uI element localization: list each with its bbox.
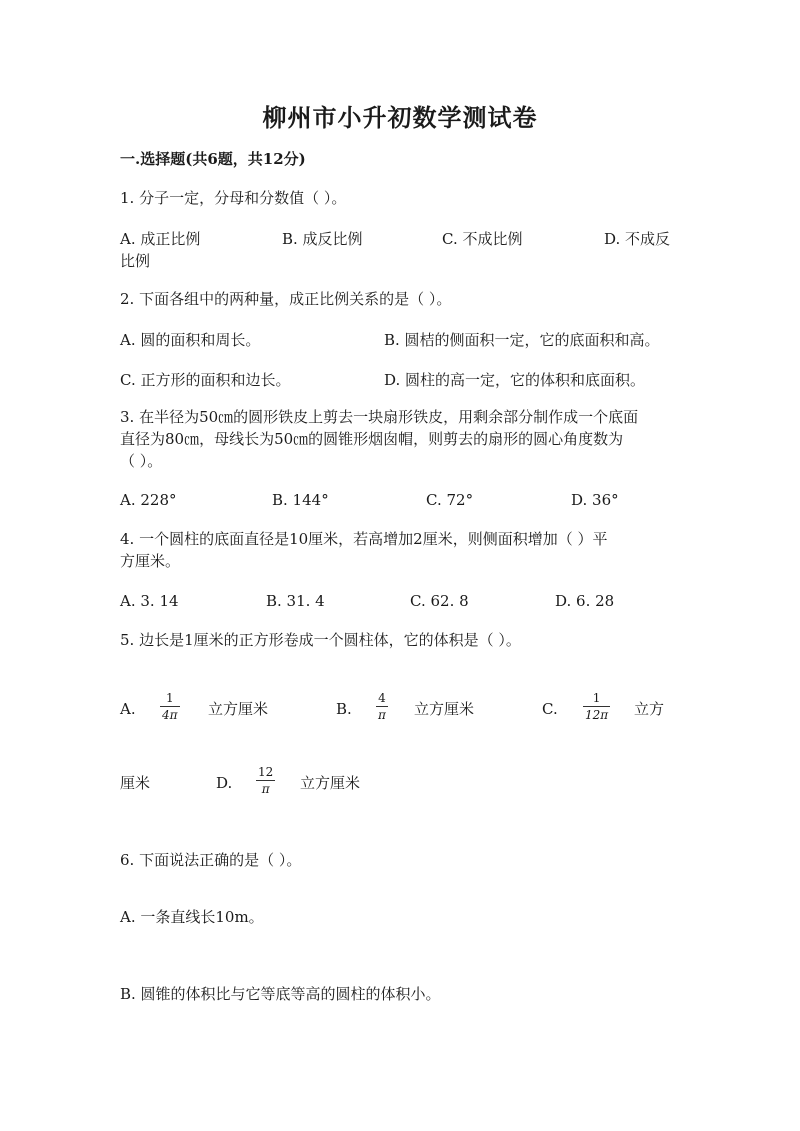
fraction-numerator: 12	[258, 765, 274, 779]
question-6-option-b: B. 圆锥的体积比与它等底等高的圆柱的体积小。	[120, 985, 441, 1003]
question-5-option-d-label: D.	[216, 774, 233, 792]
question-5-option-b-label: B.	[336, 700, 352, 718]
fraction-denominator: 4π	[162, 708, 178, 722]
question-2-option-a: A. 圆的面积和周长。	[120, 331, 261, 349]
fraction-denominator: π	[378, 708, 386, 722]
fraction-numerator: 4	[378, 691, 386, 705]
question-3-option-c: C. 72°	[426, 491, 474, 509]
question-1-option-c: C. 不成比例	[442, 230, 523, 248]
question-2-option-c: C. 正方形的面积和边长。	[120, 371, 291, 389]
question-1-option-a: A. 成正比例	[120, 230, 201, 248]
question-3-option-b: B. 144°	[272, 491, 329, 509]
question-4-stem-line-1: 4. 一个圆柱的底面直径是10厘米，若高增加2厘米，则侧面积增加（ ）平	[120, 530, 608, 548]
question-1-option-d-continued: 比例	[120, 252, 151, 270]
question-4-option-d: D. 6. 28	[555, 592, 615, 610]
question-3-option-a: A. 228°	[120, 491, 177, 509]
question-5-option-a-fraction	[160, 691, 180, 722]
question-2-option-b: B. 圆桔的侧面积一定，它的底面积和高。	[384, 331, 660, 349]
question-3-stem-line-2: 直径为80㎝，母线长为50㎝的圆锥形烟囱帽，则剪去的扇形的圆心角度数为	[120, 430, 624, 448]
question-5-option-c-fraction	[583, 691, 610, 722]
question-5-option-c-label: C.	[542, 700, 558, 718]
question-3-stem-line-3: （ ）。	[120, 452, 163, 470]
question-1-option-d: D. 不成反	[604, 230, 671, 248]
page-title: 柳州市小升初数学测试卷	[262, 103, 538, 132]
fraction-numerator: 1	[592, 691, 601, 705]
question-4-option-b: B. 31. 4	[266, 592, 325, 610]
question-1-stem: 1. 分子一定，分母和分数值（ ）。	[120, 189, 347, 207]
question-4-stem-line-2: 方厘米。	[120, 552, 181, 570]
question-2-stem: 2. 下面各组中的两种量，成正比例关系的是（ ）。	[120, 290, 452, 308]
question-1-option-b: B. 成反比例	[282, 230, 363, 248]
section-heading: 一.选择题(共6题，共12分)	[120, 150, 306, 168]
question-5-option-c-unit: 立方	[634, 700, 665, 718]
question-3-stem-line-1: 3. 在半径为50㎝的圆形铁皮上剪去一块扇形铁皮，用剩余部分制作成一个底面	[120, 408, 639, 426]
question-5-option-d-unit: 立方厘米	[300, 774, 361, 792]
question-6-option-a: A. 一条直线长10m。	[120, 908, 264, 926]
question-4-option-c: C. 62. 8	[410, 592, 469, 610]
question-5-option-b-fraction	[376, 691, 388, 722]
fraction-denominator: 12π	[585, 708, 609, 722]
question-5-option-a-label: A.	[120, 700, 136, 718]
question-5-option-d-fraction	[256, 765, 275, 796]
fraction-numerator: 1	[165, 691, 174, 705]
question-5-option-a-unit: 立方厘米	[208, 700, 269, 718]
question-2-option-d: D. 圆柱的高一定，它的体积和底面积。	[384, 371, 646, 389]
question-4-option-a: A. 3. 14	[120, 592, 179, 610]
question-5-option-c-unit-continued: 厘米	[120, 774, 151, 792]
fraction-denominator: π	[261, 782, 270, 796]
question-5-stem: 5. 边长是1厘米的正方形卷成一个圆柱体，它的体积是（ ）。	[120, 631, 521, 649]
question-3-option-d: D. 36°	[571, 491, 619, 509]
question-5-option-b-unit: 立方厘米	[414, 700, 475, 718]
question-6-stem: 6. 下面说法正确的是（ ）。	[120, 851, 302, 869]
